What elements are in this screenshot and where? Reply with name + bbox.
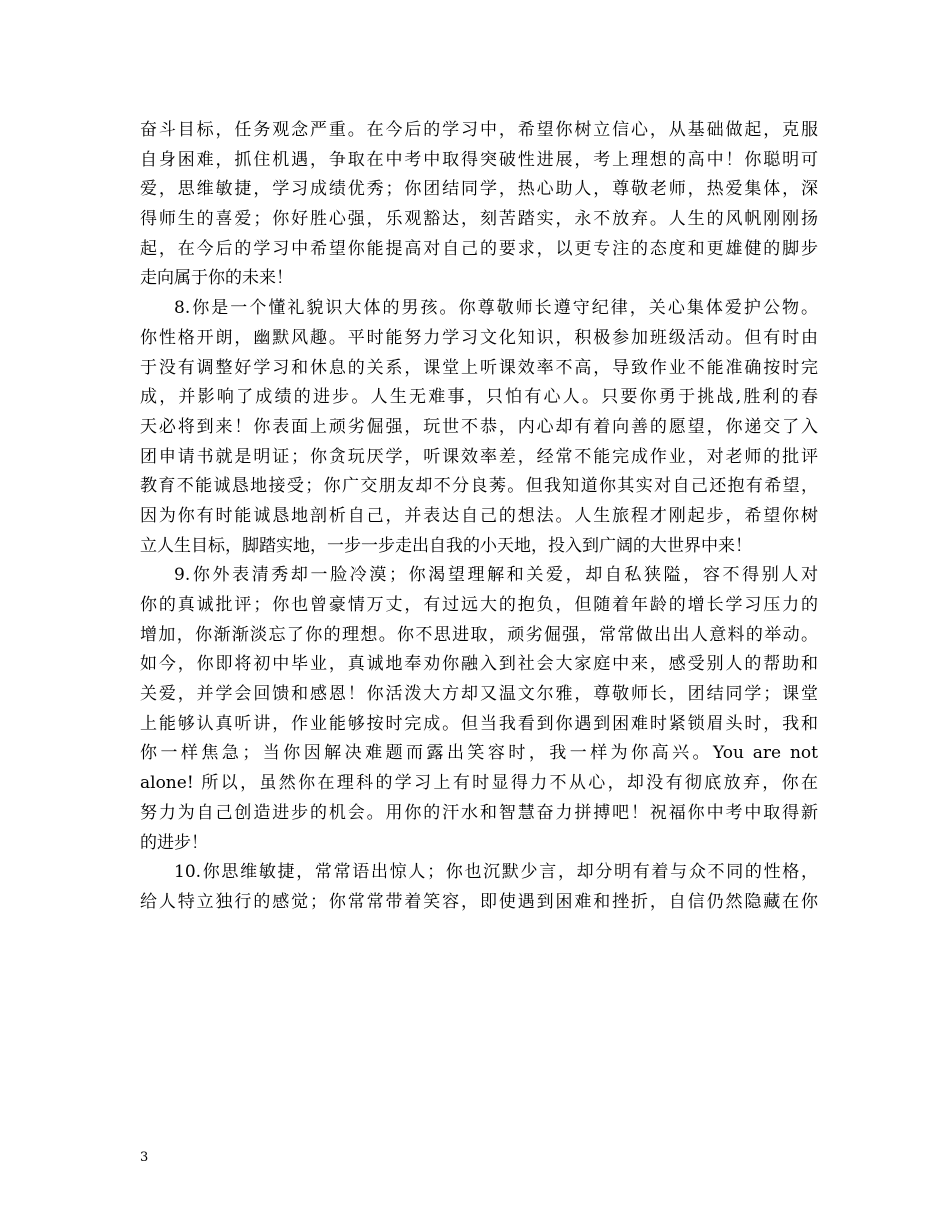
text-line: 得师生的喜爱；你好胜心强，乐观豁达，刻苦踏实，永不放弃。人生的风帆刚刚扬 (140, 209, 818, 230)
text-line: 自身困难，抓住机遇，争取在中考中取得突破性进展，考上理想的高中！你聪明可 (140, 149, 818, 170)
text-line: 增加，你渐渐淡忘了你的理想。你不思进取，顽劣倔强，常常做出出人意料的举动。 (140, 624, 818, 645)
text-line: 你一样焦急；当你因解决难题而露出笑容时，我一样为你高兴。You are not (140, 743, 818, 764)
text-line: 教育不能诚恳地接受；你广交朋友却不分良莠。但我知道你其实对自己还抱有希望， (140, 476, 818, 497)
text-line: 奋斗目标，任务观念严重。在今后的学习中，希望你树立信心，从基础做起，克服 (140, 120, 818, 140)
text-line: 因为你有时能诚恳地剖析自己，并表达自己的想法。人生旅程才刚起步，希望你树 (140, 505, 818, 526)
text-line: 立人生目标，脚踏实地，一步一步走出自我的小天地，投入到广阔的大世界中来！ (140, 535, 752, 556)
text-line: alone! 所以，虽然你在理科的学习上有时显得力不从心，却没有彻底放弃，你在 (140, 773, 818, 794)
text-line: 8.你是一个懂礼貌识大体的男孩。你尊敬师长遵守纪律，关心集体爱护公物。 (174, 298, 818, 319)
text-line: 10.你思维敏捷，常常语出惊人；你也沉默少言，却分明有着与众不同的性格， (174, 862, 818, 883)
body-text (140, 116, 818, 918)
text-line: 天必将到来！你表面上顽劣倔强，玩世不恭，内心却有着向善的愿望，你递交了入 (140, 416, 818, 437)
text-line: 关爱，并学会回馈和感恩！你活泼大方却又温文尔雅，尊敬师长，团结同学；课堂 (140, 684, 818, 705)
text-line: 9.你外表清秀却一脸冷漠；你渴望理解和关爱，却自私狭隘，容不得别人对 (174, 565, 818, 586)
text-line: 的进步！ (140, 832, 208, 853)
text-line: 起，在今后的学习中希望你能提高对自己的要求，以更专注的态度和更雄健的脚步 (140, 238, 818, 259)
page-number: 3 (140, 1150, 149, 1165)
text-line: 给人特立独行的感觉；你常常带着笑容，即使遇到困难和挫折，自信仍然隐藏在你 (140, 891, 818, 912)
text-line: 走向属于你的未来！ (140, 268, 293, 289)
text-line: 上能够认真听讲，作业能够按时完成。但当我看到你遇到困难时紧锁眉头时，我和 (140, 713, 818, 734)
text-line: 如今，你即将初中毕业，真诚地奉劝你融入到社会大家庭中来，感受别人的帮助和 (140, 654, 818, 675)
text-line: 团申请书就是明证；你贪玩厌学，听课效率差，经常不能完成作业，对老师的批评 (140, 446, 818, 467)
text-line: 成，并影响了成绩的进步。人生无难事，只怕有心人。只要你勇于挑战,胜利的春 (140, 387, 818, 408)
text-line: 努力为自己创造进步的机会。用你的汗水和智慧奋力拼搏吧！祝福你中考中取得新 (140, 802, 818, 823)
text-line: 爱，思维敏捷，学习成绩优秀；你团结同学，热心助人，尊敬老师，热爱集体，深 (140, 179, 818, 200)
text-line: 你性格开朗，幽默风趣。平时能努力学习文化知识，积极参加班级活动。但有时由 (140, 327, 818, 348)
text-line: 于没有调整好学习和休息的关系，课堂上听课效率不高，导致作业不能准确按时完 (140, 357, 818, 378)
text-line: 你的真诚批评；你也曾豪情万丈，有过远大的抱负，但随着年龄的增长学习压力的 (140, 595, 818, 615)
